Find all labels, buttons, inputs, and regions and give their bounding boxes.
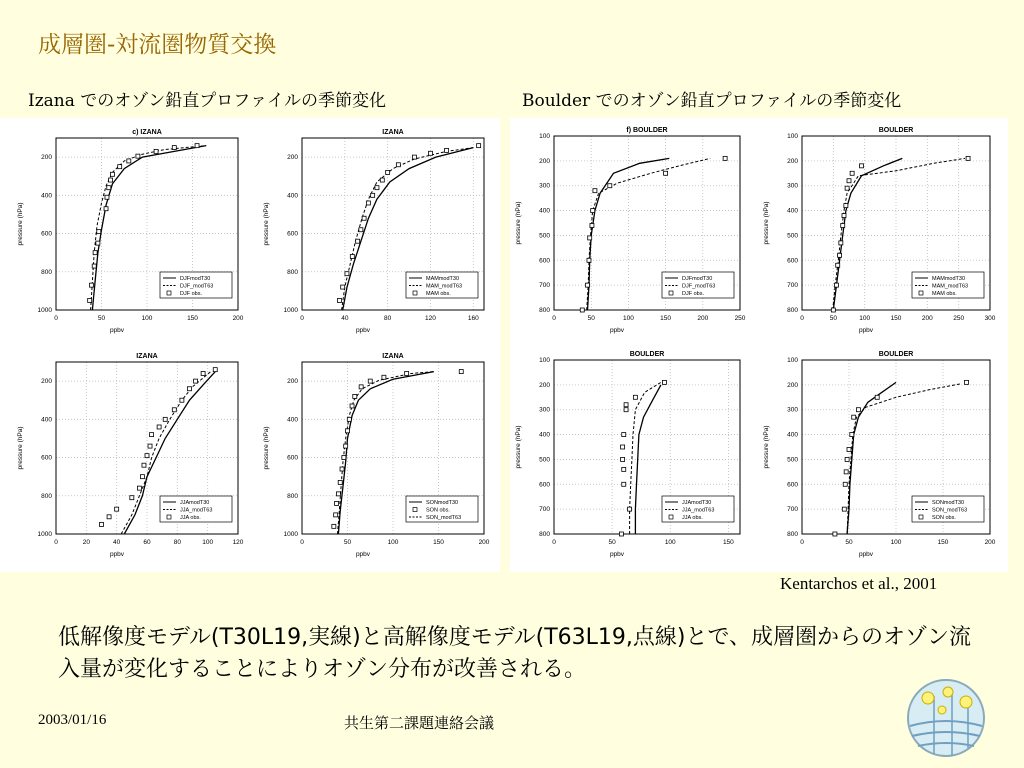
obs-marker <box>590 223 594 227</box>
x-axis-label: ppbv <box>109 551 125 558</box>
obs-marker <box>842 507 846 511</box>
obs-marker <box>841 223 845 227</box>
y-tick-label: 600 <box>287 454 298 462</box>
x-tick-label: 200 <box>232 315 244 322</box>
obs-marker <box>608 184 612 188</box>
legend-label: SON obs. <box>426 507 450 514</box>
obs-marker <box>836 263 840 267</box>
obs-marker <box>150 433 154 437</box>
obs-marker <box>356 239 360 243</box>
obs-marker <box>723 156 727 160</box>
legend-label: MAMmodT30 <box>932 276 966 282</box>
y-tick-label: 100 <box>787 133 798 140</box>
x-tick-label: 0 <box>54 539 58 546</box>
x-tick-label: 200 <box>984 539 996 546</box>
obs-marker <box>477 144 481 148</box>
x-tick-label: 50 <box>829 315 837 322</box>
x-tick-label: 0 <box>300 315 304 322</box>
y-tick-label: 300 <box>787 182 798 190</box>
y-tick-label: 1000 <box>37 531 52 538</box>
y-tick-label: 400 <box>41 192 52 200</box>
obs-marker <box>107 515 111 519</box>
obs-marker <box>585 283 589 287</box>
legend-label: JJAmodT30 <box>682 500 712 506</box>
obs-marker <box>172 408 176 412</box>
y-tick-label: 100 <box>787 357 798 364</box>
y-tick-label: 500 <box>539 456 550 464</box>
obs-marker <box>137 486 141 490</box>
chart-title: IZANA <box>382 129 404 136</box>
series-line-t30 <box>635 385 661 534</box>
obs-marker <box>621 445 625 449</box>
obs-marker <box>850 171 854 175</box>
obs-marker <box>382 375 386 379</box>
chart-title: BOULDER <box>629 351 665 358</box>
obs-marker <box>624 403 628 407</box>
x-tick-label: 50 <box>97 315 106 322</box>
y-axis-label: pressure (hPa) <box>763 201 770 245</box>
obs-marker <box>593 189 597 193</box>
profile-chart <box>12 348 248 564</box>
obs-marker <box>345 272 349 276</box>
obs-marker <box>97 230 101 234</box>
y-tick-label: 800 <box>539 531 550 538</box>
y-tick-label: 700 <box>787 282 798 290</box>
x-tick-label: 20 <box>82 539 90 546</box>
x-tick-label: 50 <box>343 539 352 546</box>
y-tick-label: 100 <box>539 133 550 140</box>
y-tick-label: 400 <box>539 207 550 215</box>
x-axis-label: ppbv <box>609 551 625 558</box>
profile-chart <box>510 346 750 564</box>
obs-marker <box>847 179 851 183</box>
y-tick-label: 800 <box>41 492 52 500</box>
obs-marker <box>154 149 158 153</box>
y-tick-label: 200 <box>287 378 298 386</box>
x-tick-label: 0 <box>800 315 804 322</box>
y-tick-label: 100 <box>539 357 550 364</box>
obs-marker <box>371 193 375 197</box>
x-tick-label: 0 <box>800 539 804 546</box>
obs-marker <box>380 178 384 182</box>
y-tick-label: 400 <box>539 431 550 439</box>
obs-marker <box>664 171 668 175</box>
y-axis-label: pressure (hPa) <box>515 201 522 245</box>
x-tick-label: 120 <box>232 539 244 546</box>
profile-chart <box>258 348 494 564</box>
y-tick-label: 300 <box>539 406 550 414</box>
obs-marker <box>96 241 100 245</box>
legend-label: DJF obs. <box>682 291 705 297</box>
legend-marker <box>919 515 923 519</box>
obs-marker <box>875 395 879 399</box>
legend-label: SONmodT30 <box>426 500 459 506</box>
obs-marker <box>346 429 350 433</box>
legend-label: DJF_modT63 <box>180 283 214 290</box>
description-text: 低解像度モデル(T30L19,実線)と高解像度モデル(T63L19,点線)とで、成層圏からのオゾン流入量が変化することによりオゾン分布が改善される。 <box>58 625 972 682</box>
y-tick-label: 600 <box>41 454 52 462</box>
x-tick-label: 120 <box>425 315 436 322</box>
obs-marker <box>580 308 584 312</box>
legend-marker <box>669 291 673 295</box>
obs-marker <box>843 482 847 486</box>
y-tick-label: 200 <box>787 381 798 389</box>
y-tick-label: 600 <box>539 257 550 265</box>
obs-marker <box>93 251 97 255</box>
y-tick-label: 800 <box>287 268 298 276</box>
x-tick-label: 100 <box>622 315 634 322</box>
obs-marker <box>405 371 409 375</box>
obs-marker <box>130 496 134 500</box>
y-tick-label: 600 <box>287 230 298 238</box>
series-line-t63 <box>630 382 661 534</box>
legend-marker <box>167 515 171 519</box>
obs-marker <box>92 264 96 268</box>
legend-label: JJA obs. <box>180 515 201 521</box>
x-tick-label: 200 <box>697 315 709 322</box>
x-tick-label: 100 <box>202 539 214 546</box>
obs-marker <box>965 380 969 384</box>
y-tick-label: 300 <box>539 182 550 190</box>
obs-marker <box>622 433 626 437</box>
obs-marker <box>838 253 842 257</box>
legend-label: DJF obs. <box>180 291 203 297</box>
legend-label: SON_modT63 <box>932 507 968 514</box>
obs-marker <box>622 482 626 486</box>
obs-marker <box>109 178 113 182</box>
obs-marker <box>334 513 338 517</box>
legend-marker <box>669 515 673 519</box>
y-tick-label: 600 <box>787 481 798 489</box>
chart-title: IZANA <box>136 353 158 360</box>
obs-marker <box>850 433 854 437</box>
y-tick-label: 600 <box>539 481 550 489</box>
y-tick-label: 700 <box>539 282 550 290</box>
y-tick-label: 600 <box>41 230 52 238</box>
obs-marker <box>213 368 217 372</box>
x-tick-label: 150 <box>660 315 672 322</box>
chart-title: BOULDER <box>878 127 914 134</box>
earth-logo-icon <box>904 676 988 760</box>
profile-chart <box>258 124 494 340</box>
x-tick-label: 100 <box>141 315 153 322</box>
obs-marker <box>118 165 122 169</box>
y-axis-label: pressure (hPa) <box>763 425 770 469</box>
obs-marker <box>110 172 114 176</box>
legend-label: DJF_modT63 <box>682 283 716 290</box>
x-tick-label: 100 <box>890 539 902 546</box>
obs-marker <box>105 195 109 199</box>
x-tick-label: 60 <box>143 539 151 546</box>
obs-marker <box>353 394 357 398</box>
boulder-heading: Boulder でのオゾン鉛直プロファイルの季節変化 <box>522 91 902 111</box>
x-axis-label: ppbv <box>355 551 371 558</box>
obs-marker <box>350 404 354 408</box>
y-axis-label: pressure (hPa) <box>515 425 522 469</box>
x-tick-label: 50 <box>587 315 595 322</box>
obs-marker <box>359 385 363 389</box>
obs-marker <box>831 308 835 312</box>
obs-marker <box>335 501 339 505</box>
x-tick-label: 150 <box>433 539 444 546</box>
obs-marker <box>842 214 846 218</box>
legend-label: DJFmodT30 <box>682 276 713 282</box>
obs-marker <box>839 241 843 245</box>
y-axis-label: pressure (hPa) <box>263 202 270 246</box>
slide-title: 成層圏-対流圏物質交換 <box>38 32 277 58</box>
obs-marker <box>428 151 432 155</box>
obs-marker <box>856 408 860 412</box>
x-tick-label: 80 <box>173 539 181 546</box>
x-tick-label: 100 <box>859 315 871 322</box>
obs-marker <box>459 370 463 374</box>
y-tick-label: 600 <box>787 257 798 265</box>
obs-marker <box>350 254 354 258</box>
legend-marker <box>919 291 923 295</box>
obs-marker <box>368 379 372 383</box>
legend-label: SON obs. <box>932 515 956 521</box>
obs-marker <box>104 207 108 211</box>
y-axis-label: pressure (hPa) <box>17 202 24 246</box>
x-tick-label: 50 <box>608 539 616 546</box>
obs-marker <box>396 163 400 167</box>
footer-text: 共生第二課題連絡会議 <box>344 714 495 732</box>
y-tick-label: 200 <box>539 157 550 165</box>
x-tick-label: 100 <box>664 539 676 546</box>
obs-marker <box>88 298 92 302</box>
obs-marker <box>194 379 198 383</box>
obs-marker <box>136 154 140 158</box>
obs-marker <box>445 148 449 152</box>
y-tick-label: 800 <box>287 492 298 500</box>
legend-label: MAM obs. <box>932 291 957 297</box>
x-tick-label: 100 <box>387 539 399 546</box>
obs-marker <box>332 524 336 528</box>
x-axis-label: ppbv <box>355 327 371 334</box>
y-tick-label: 500 <box>787 456 798 464</box>
obs-marker <box>833 532 837 536</box>
legend-label: JJA_modT63 <box>682 507 715 514</box>
obs-marker <box>844 470 848 474</box>
y-tick-label: 400 <box>287 192 298 200</box>
y-tick-label: 800 <box>41 268 52 276</box>
legend-label: JJA obs. <box>682 515 703 521</box>
obs-marker <box>844 204 848 208</box>
obs-marker <box>845 186 849 190</box>
obs-marker <box>100 522 104 526</box>
profile-chart <box>510 122 750 340</box>
x-axis-label: ppbv <box>109 327 125 334</box>
obs-marker <box>341 285 345 289</box>
obs-marker <box>338 480 342 484</box>
x-axis-label: ppbv <box>858 327 874 334</box>
obs-marker <box>172 146 176 150</box>
chart-title: c) IZANA <box>132 129 162 136</box>
profile-chart <box>758 346 1000 564</box>
chart-title: f) BOULDER <box>626 127 668 134</box>
obs-marker <box>362 216 366 220</box>
legend-label: SON_modT63 <box>426 515 462 521</box>
y-tick-label: 800 <box>787 531 798 538</box>
obs-marker <box>359 228 363 232</box>
legend-marker <box>167 291 171 295</box>
y-tick-label: 700 <box>539 506 550 514</box>
obs-marker <box>337 298 341 302</box>
x-tick-label: 40 <box>113 539 121 546</box>
x-tick-label: 200 <box>921 315 933 322</box>
y-tick-label: 1000 <box>283 307 298 314</box>
obs-marker <box>662 380 666 384</box>
obs-marker <box>163 417 167 421</box>
y-tick-label: 500 <box>539 232 550 240</box>
legend-label: MAM_modT63 <box>932 283 969 290</box>
obs-marker <box>342 456 346 460</box>
obs-marker <box>347 417 351 421</box>
obs-marker <box>860 164 864 168</box>
obs-marker <box>375 186 379 190</box>
legend-label: JJA_modT63 <box>180 507 213 514</box>
obs-marker <box>587 258 591 262</box>
obs-marker <box>187 387 191 391</box>
y-tick-label: 500 <box>787 232 798 240</box>
obs-marker <box>145 454 149 458</box>
y-tick-label: 200 <box>539 381 550 389</box>
profile-chart <box>758 122 1000 340</box>
legend-label: MAM obs. <box>426 291 451 297</box>
obs-marker <box>845 457 849 461</box>
slide-date: 2003/01/16 <box>38 712 107 728</box>
chart-title: BOULDER <box>878 351 914 358</box>
x-tick-label: 80 <box>384 315 392 322</box>
x-tick-label: 40 <box>341 315 349 322</box>
obs-marker <box>619 532 623 536</box>
obs-marker <box>412 155 416 159</box>
x-tick-label: 150 <box>187 315 198 322</box>
y-tick-label: 200 <box>787 157 798 165</box>
y-tick-label: 800 <box>539 307 550 314</box>
x-tick-label: 150 <box>937 539 949 546</box>
legend-marker <box>413 291 417 295</box>
obs-marker <box>852 415 856 419</box>
obs-marker <box>89 283 93 287</box>
legend-label: DJFmodT30 <box>180 276 211 282</box>
obs-marker <box>344 444 348 448</box>
obs-marker <box>591 209 595 213</box>
izana-heading: Izana でのオゾン鉛直プロファイルの季節変化 <box>28 91 386 111</box>
obs-marker <box>336 492 340 496</box>
x-tick-label: 250 <box>734 315 746 322</box>
legend-marker <box>413 508 417 512</box>
obs-marker <box>140 475 144 479</box>
y-tick-label: 400 <box>41 416 52 424</box>
y-tick-label: 200 <box>41 154 52 162</box>
obs-marker <box>115 507 119 511</box>
citation: Kentarchos et al., 2001 <box>780 574 938 593</box>
x-tick-label: 160 <box>467 315 479 322</box>
y-tick-label: 200 <box>41 378 52 386</box>
x-tick-label: 150 <box>722 539 734 546</box>
obs-marker <box>142 463 146 467</box>
legend-label: SONmodT30 <box>932 500 965 506</box>
x-tick-label: 300 <box>984 315 996 322</box>
chart-title: IZANA <box>382 353 404 360</box>
y-tick-label: 700 <box>787 506 798 514</box>
x-tick-label: 0 <box>552 315 556 322</box>
obs-marker <box>633 395 637 399</box>
legend-label: MAMmodT30 <box>426 276 460 282</box>
obs-marker <box>157 425 161 429</box>
x-tick-label: 150 <box>890 315 902 322</box>
legend-label: MAM_modT63 <box>426 283 463 290</box>
x-tick-label: 0 <box>54 315 58 322</box>
x-tick-label: 250 <box>953 315 965 322</box>
x-tick-label: 0 <box>552 539 556 546</box>
obs-marker <box>847 447 851 451</box>
y-axis-label: pressure (hPa) <box>17 426 24 470</box>
profile-chart <box>12 124 248 340</box>
obs-marker <box>622 467 626 471</box>
x-tick-label: 200 <box>478 539 490 546</box>
obs-marker <box>588 236 592 240</box>
obs-marker <box>127 159 131 163</box>
obs-marker <box>180 398 184 402</box>
obs-marker <box>201 371 205 375</box>
legend-label: JJAmodT30 <box>180 500 210 506</box>
obs-marker <box>366 201 370 205</box>
obs-marker <box>621 457 625 461</box>
obs-marker <box>628 507 632 511</box>
y-tick-label: 400 <box>287 416 298 424</box>
y-tick-label: 1000 <box>283 531 298 538</box>
x-axis-label: ppbv <box>858 551 874 558</box>
obs-marker <box>386 170 390 174</box>
x-tick-label: 0 <box>300 539 304 546</box>
x-axis-label: ppbv <box>609 327 625 334</box>
obs-marker <box>107 186 111 190</box>
x-tick-label: 50 <box>845 539 853 546</box>
y-tick-label: 200 <box>287 154 298 162</box>
obs-marker <box>966 156 970 160</box>
obs-marker <box>195 144 199 148</box>
y-tick-label: 300 <box>787 406 798 414</box>
obs-marker <box>340 467 344 471</box>
y-tick-label: 1000 <box>37 307 52 314</box>
y-axis-label: pressure (hPa) <box>263 426 270 470</box>
obs-marker <box>148 444 152 448</box>
obs-marker <box>834 283 838 287</box>
obs-marker <box>624 408 628 412</box>
y-tick-label: 400 <box>787 207 798 215</box>
y-tick-label: 400 <box>787 431 798 439</box>
y-tick-label: 800 <box>787 307 798 314</box>
series-line-t30 <box>833 158 902 310</box>
